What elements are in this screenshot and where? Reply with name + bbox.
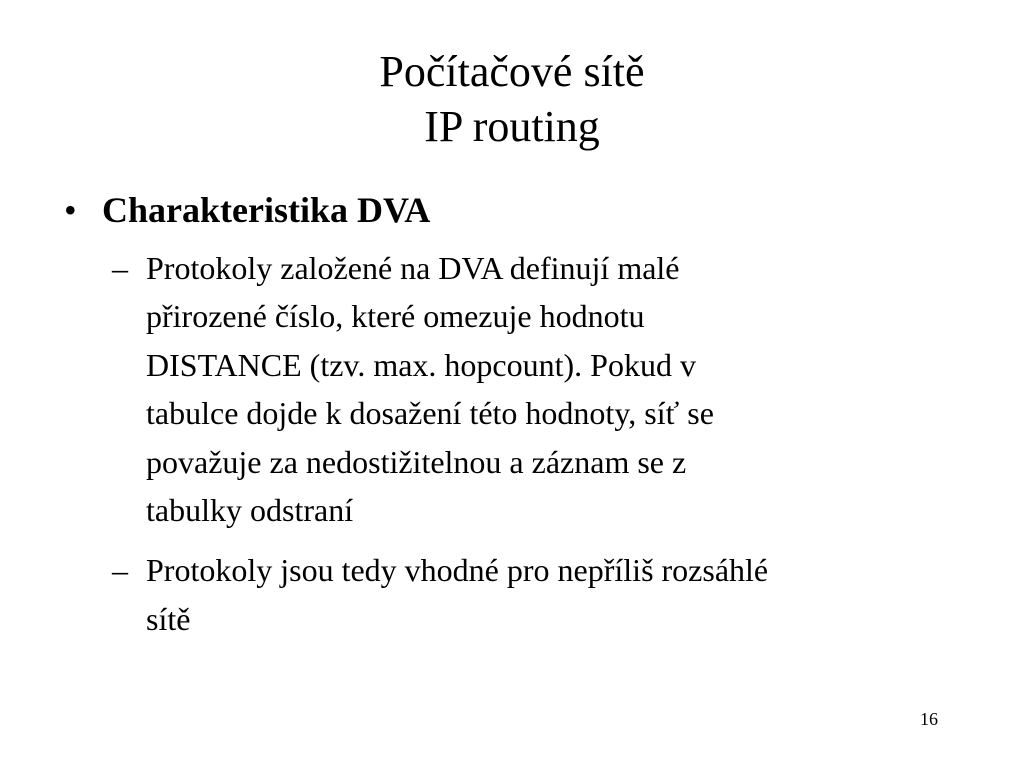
sub-item (112, 546, 964, 643)
title-line: Počítačové sítě (379, 47, 645, 96)
slide-title (0, 44, 1024, 154)
text-line: DISTANCE (tzv. max. hopcount). Pokud v (146, 346, 696, 383)
bullet-mark: • (64, 190, 77, 230)
text-line: považuje za nedostižitelnou a záznam se z (146, 443, 687, 480)
page-number: 16 (920, 709, 938, 729)
sub-item-text (146, 546, 964, 643)
text-line: tabulce dojde k dosažení této hodnoty, síť se (146, 395, 714, 432)
title-line: IP routing (424, 102, 600, 151)
dash-mark: – (112, 552, 128, 589)
text-line: sítě (146, 600, 191, 637)
text-line: Protokoly jsou tedy vhodné pro nepříliš rozsáhlé (146, 552, 769, 589)
sub-item (112, 244, 964, 534)
sub-list (112, 244, 964, 643)
bullet-text: Charakteristika DVA (102, 190, 431, 230)
text-line: Protokoly založené na DVA definují malé (146, 250, 680, 286)
slide-body (64, 186, 964, 655)
dash-mark: – (112, 250, 128, 286)
sub-item-text (146, 244, 964, 534)
text-line: přirozené číslo, které omezuje hodnotu (146, 298, 645, 335)
bullet-item (64, 186, 964, 234)
text-line: tabulky odstraní (146, 492, 354, 529)
